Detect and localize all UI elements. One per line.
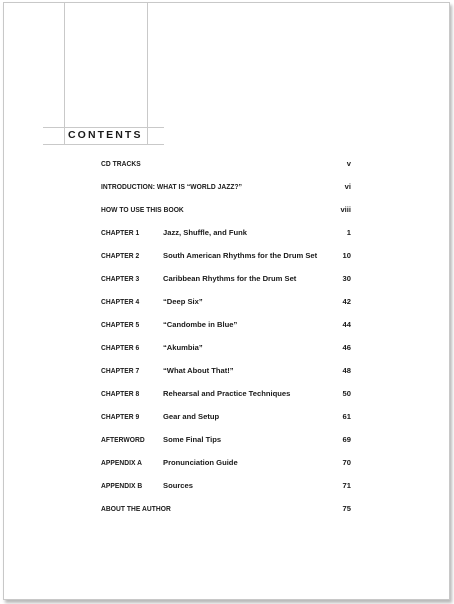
toc-entry-label: CHAPTER 5 (101, 320, 140, 329)
contents-heading: CONTENTS (68, 129, 143, 141)
toc-entry (101, 502, 351, 516)
toc-entry (101, 203, 351, 217)
toc-entry-label: CHAPTER 8 (101, 389, 140, 398)
toc-entry-label: CHAPTER 6 (101, 343, 140, 352)
toc-entry-title: “Akumbia” (163, 343, 203, 352)
toc-entry-page: 50 (342, 389, 351, 398)
toc-entry (101, 295, 351, 309)
guide-line-bottom (43, 144, 164, 145)
toc-entry-title: Sources (163, 481, 193, 490)
toc-entry-page: 46 (342, 343, 351, 352)
toc-entry-page: 30 (342, 274, 351, 283)
toc-entry-label: HOW TO USE THIS BOOK (101, 205, 184, 214)
toc-entry-label: CHAPTER 7 (101, 366, 140, 375)
toc-entry-label: ABOUT THE AUTHOR (101, 504, 171, 513)
toc-entry-page: 10 (342, 251, 351, 260)
toc-entry-label: CHAPTER 3 (101, 274, 140, 283)
toc-entry (101, 387, 351, 401)
toc-entry-page: 1 (346, 228, 351, 237)
toc-entry-page: vi (344, 182, 351, 191)
toc-entry-page: 69 (342, 435, 351, 444)
toc-entry-title: Some Final Tips (163, 435, 222, 444)
toc-entry-title: “Candombe in Blue” (163, 320, 238, 329)
toc-entry (101, 272, 351, 286)
toc-entry-page: 71 (342, 481, 351, 490)
toc-entry-page: 70 (342, 458, 351, 467)
toc-entry-label: CHAPTER 9 (101, 412, 140, 421)
toc-entry (101, 249, 351, 263)
toc-entry (101, 226, 351, 240)
toc-entry (101, 318, 351, 332)
toc-entry-label: INTRODUCTION: WHAT IS “WORLD JAZZ?” (101, 182, 242, 191)
toc-entry-title: Pronunciation Guide (163, 458, 238, 467)
toc-entry (101, 157, 351, 171)
guide-line-top (43, 127, 164, 128)
toc-entry-page: 44 (342, 320, 351, 329)
toc-entry-label: AFTERWORD (101, 435, 145, 444)
toc-entry-title: “What About That!” (163, 366, 234, 375)
toc-entry-page: 48 (342, 366, 351, 375)
toc-entry-label: APPENDIX A (101, 458, 143, 467)
toc-entry (101, 456, 351, 470)
toc-entry (101, 410, 351, 424)
toc-entry-label: CHAPTER 2 (101, 251, 140, 260)
toc-entry-label: APPENDIX B (101, 481, 143, 490)
toc-entry-title: “Deep Six” (163, 297, 203, 306)
toc-entry-page: 61 (342, 412, 351, 421)
toc-entry (101, 180, 351, 194)
toc-entry-title: South American Rhythms for the Drum Set (163, 251, 318, 260)
toc-entry-page: v (346, 159, 351, 168)
toc-entry-label: CD TRACKS (101, 159, 141, 168)
toc-entry-page: viii (340, 205, 351, 214)
toc-entry-page: 42 (342, 297, 351, 306)
toc-entry-label: CHAPTER 4 (101, 297, 140, 306)
toc-entry (101, 364, 351, 378)
toc-entry-page: 75 (342, 504, 351, 513)
guide-line-left (64, 3, 65, 144)
toc-entry-title: Caribbean Rhythms for the Drum Set (163, 274, 297, 283)
toc-entry (101, 341, 351, 355)
toc-entry-title: Rehearsal and Practice Techniques (163, 389, 291, 398)
guide-line-right (147, 3, 148, 144)
toc-entry (101, 479, 351, 493)
toc-entry (101, 433, 351, 447)
toc-entry-title: Jazz, Shuffle, and Funk (163, 228, 247, 237)
toc-entry-label: CHAPTER 1 (101, 228, 140, 237)
toc-entry-title: Gear and Setup (163, 412, 220, 421)
